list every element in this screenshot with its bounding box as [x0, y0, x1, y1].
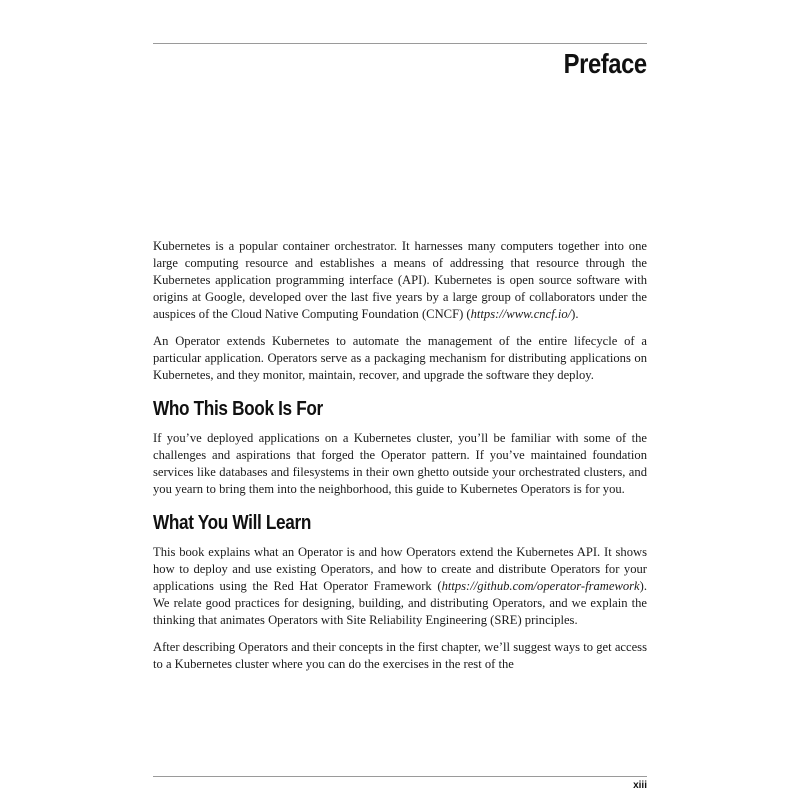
- intro-paragraph-1: [153, 238, 647, 323]
- intro-paragraph-1-text: Kubernetes is a popular container orchestrator. It harnesses many computers together into one large computing resource and establishes a means of addressing that resource through the Kubernetes application programming interface (API). Kubernetes is open source software with origins at Google, developed over the last five years by a large group of collaborators under the auspices of the Cloud Native Computing Foundation (CNCF) (: [153, 239, 647, 321]
- who-paragraph-1: If you’ve deployed applications on a Kubernetes cluster, you’ll be familiar with some of the challenges and aspirations that forged the Operator pattern. If you’ve maintained foundation services like databases and filesystems in their own ghetto outside your orchestrated clusters, and you yearn to bring them into the neighborhood, this guide to Kubernetes Operators is for you.: [153, 431, 647, 496]
- learn-paragraph-1-end: ). We relate good practices for designing, building, and distributing Operators, and we explain the thinking that animates Operators with Site Reliability Engineering (SRE) principles.: [153, 579, 647, 627]
- learn-paragraph-1-text: This book explains what an Operator is and how Operators extend the Kubernetes API. It shows how to deploy and use existing Operators, and how to create and distribute Operators for your applications using the Red Hat Operator Framework (: [153, 545, 647, 593]
- chapter-title: Preface: [563, 48, 647, 79]
- who-this-book-is-for-heading: Who This Book Is For: [153, 398, 323, 420]
- learn-paragraph-2: After describing Operators and their concepts in the first chapter, we’ll suggest ways to get access to a Kubernetes cluster where you can do the exercises in the rest of the: [153, 640, 647, 671]
- main-content: [153, 238, 647, 683]
- operator-framework-link[interactable]: https://github.com/operator-framework: [441, 579, 640, 593]
- what-you-will-learn-heading: What You Will Learn: [153, 512, 311, 534]
- bottom-rule: [153, 776, 647, 777]
- intro-paragraph-2: An Operator extends Kubernetes to automate the management of the entire lifecycle of a particular application. Operators serve as a packaging mechanism for distributing applications on Kubernetes, and they monitor, maintain, recover, and upgrade the software they deploy.: [153, 334, 647, 382]
- intro-paragraph-1-end: ).: [571, 307, 579, 321]
- cncf-link[interactable]: https://www.cncf.io/: [470, 307, 572, 321]
- learn-paragraph-1: [153, 544, 647, 629]
- page-number: xiii: [633, 780, 647, 791]
